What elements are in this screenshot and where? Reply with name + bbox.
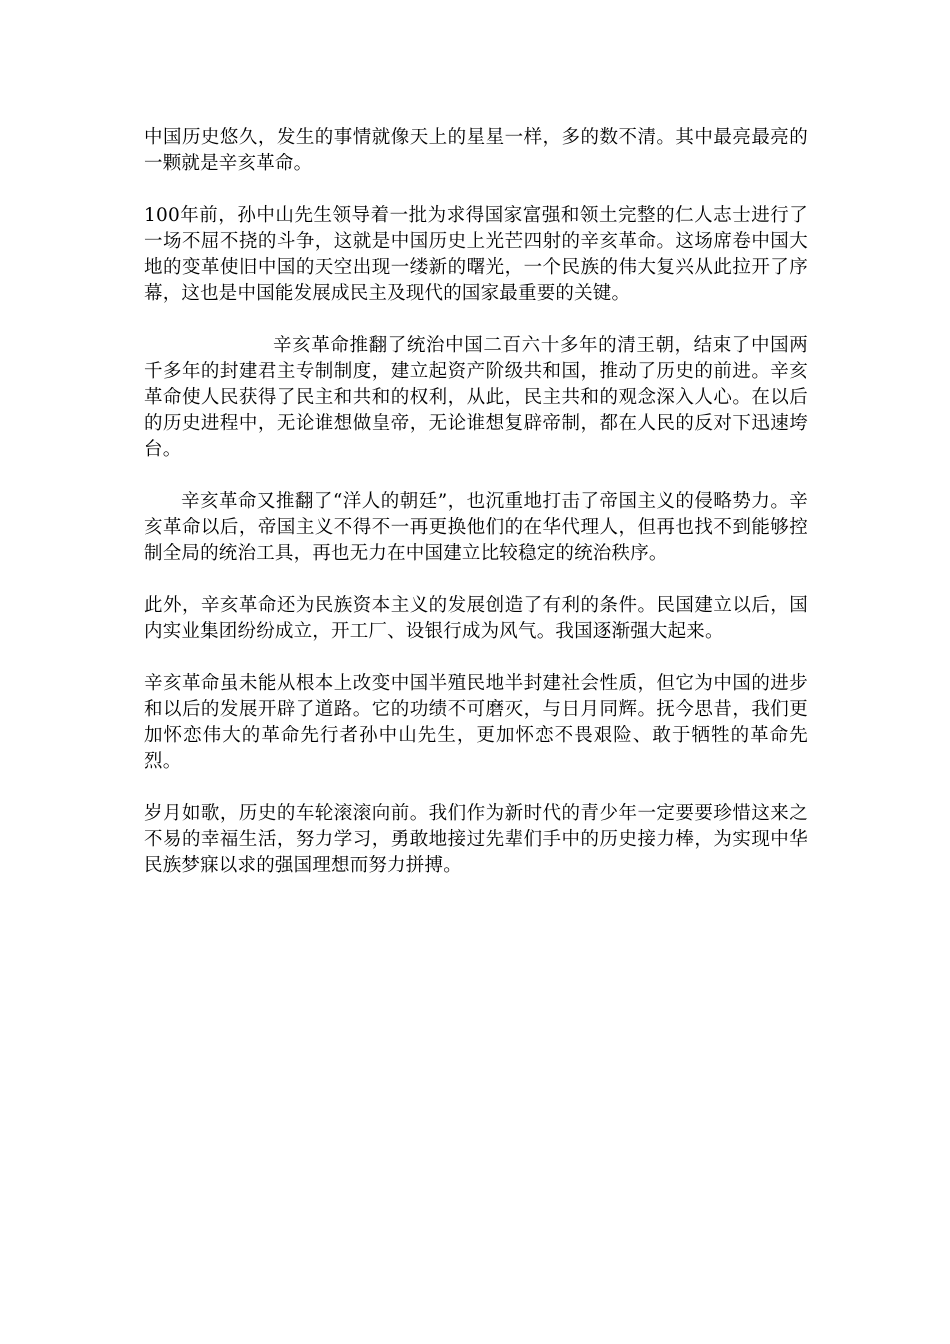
- paragraph-5: 此外，辛亥革命还为民族资本主义的发展创造了有利的条件。民国建立以后，国内实业集团纷纷成立，开工厂、设银行成为风气。我国逐渐强大起来。: [144, 595, 808, 642]
- document-body: [144, 125, 808, 905]
- paragraph-4: 辛亥革命又推翻了“洋人的朝廷”，也沉重地打击了帝国主义的侵略势力。辛亥革命以后，帝国主义不得不一再更换他们的在华代理人，但再也找不到能够控制全局的统治工具，再也无力在中国建立比较稳定的统治秩序。: [144, 491, 808, 564]
- paragraph-2: 100年前，孙中山先生领导着一批为求得国家富强和领土完整的仁人志士进行了一场不屈不挠的斗争，这就是中国历史上光芒四射的辛亥革命。这场席卷中国大地的变革使旧中国的天空出现一缕新的曙光，一个民族的伟大复兴从此拉开了序幕，这也是中国能发展成民主及现代的国家最重要的关键。: [144, 205, 808, 304]
- paragraph-3: 辛亥革命推翻了统治中国二百六十多年的清王朝，结束了中国两千多年的封建君主专制制度，建立起资产阶级共和国，推动了历史的前进。辛亥革命使人民获得了民主和共和的权利，从此，民主共和的观念深入人心。在以后的历史进程中，无论谁想做皇帝，无论谁想复辟帝制，都在人民的反对下迅速垮台。: [144, 335, 808, 460]
- paragraph-7: 岁月如歌，历史的车轮滚滚向前。我们作为新时代的青少年一定要要珍惜这来之不易的幸福生活，努力学习，勇敢地接过先辈们手中的历史接力棒，为实现中华民族梦寐以求的强国理想而努力拼搏。: [144, 803, 808, 876]
- paragraph-6: 辛亥革命虽未能从根本上改变中国半殖民地半封建社会性质，但它为中国的进步和以后的发展开辟了道路。它的功绩不可磨灭，与日月同辉。抚今思昔，我们更加怀恋伟大的革命先行者孙中山先生，更加怀恋不畏艰险、敢于牺牲的革命先烈。: [144, 673, 808, 772]
- paragraph-1: 中国历史悠久，发生的事情就像天上的星星一样，多的数不清。其中最亮最亮的一颗就是辛亥革命。: [144, 127, 808, 174]
